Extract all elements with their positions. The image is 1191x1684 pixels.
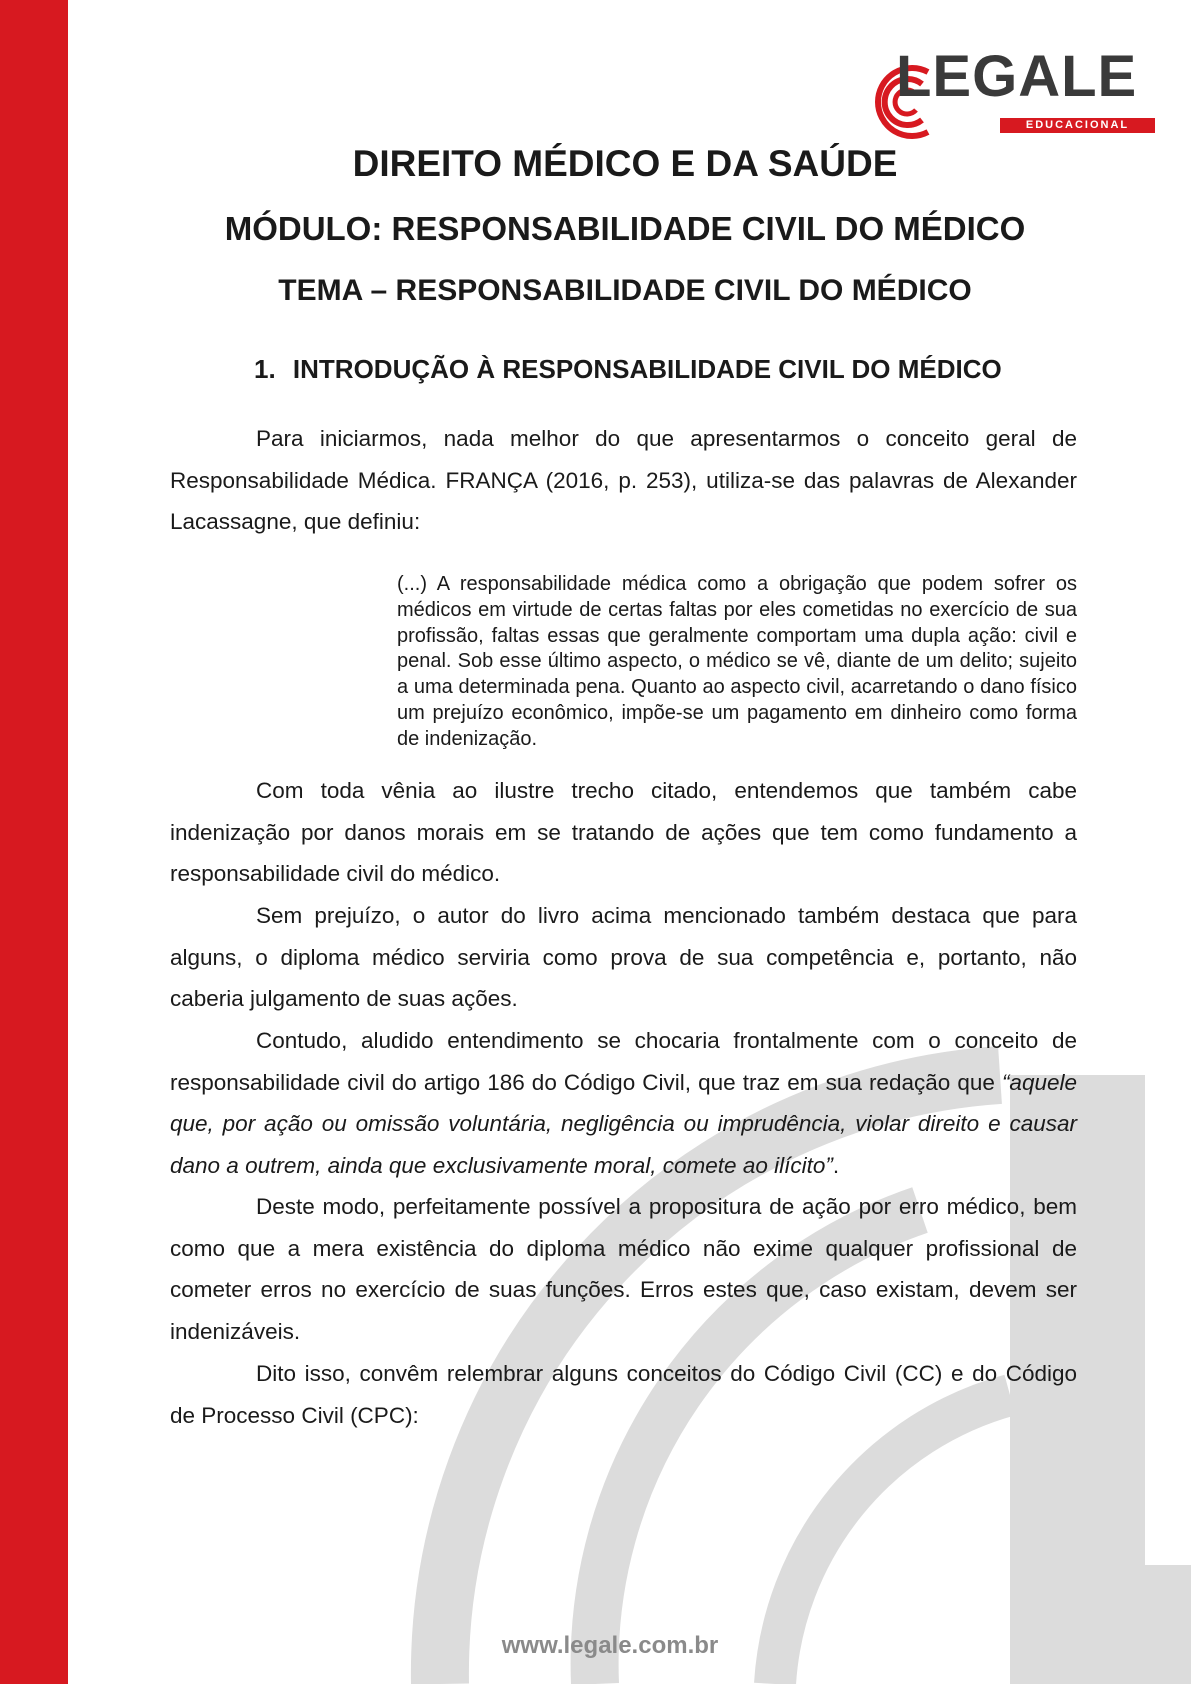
- block-quote: (...) A responsabilidade médica como a obrigação que podem sofrer os médicos em virtude de certas faltas por eles cometidas no exercício de sua profissão, faltas essas que geralmente comportam uma dupla ação: civil e penal. Sob esse último aspecto, o médico se vê, diante de um delito; sujeito a uma determinada pena. Quanto ao aspecto civil, acarretando o dano físico um prejuízo econômico, impõe-se um pagamento em dinheiro como forma de indenização.: [397, 573, 1077, 750]
- theme-title: TEMA – RESPONSABILIDADE CIVIL DO MÉDICO: [278, 274, 972, 307]
- section-heading-text: INTRODUÇÃO À RESPONSABILIDADE CIVIL DO MÉDICO: [292, 354, 1002, 384]
- module-title: MÓDULO: RESPONSABILIDADE CIVIL DO MÉDICO: [224, 210, 1026, 247]
- paragraph-4-end: .: [832, 1152, 840, 1178]
- paragraph-5: Deste modo, perfeitamente possível a propositura de ação por erro médico, bem como que a mera existência do diploma médico não exime qualquer profissional de cometer erros no exercício de suas funções. Erros estes que, caso existam, devem ser indenizáveis.: [170, 1194, 1077, 1344]
- legale-logo: [860, 44, 1160, 140]
- paragraph-4-text: Contudo, aludido entendimento se chocaria frontalmente com o conceito de responsabilidade civil do artigo 186 do Código Civil, que traz em sua redação que: [170, 1028, 1077, 1095]
- logo-subtitle: EDUCACIONAL: [1000, 118, 1155, 133]
- footer-website: www.legale.com.br: [501, 1632, 719, 1659]
- document-title: DIREITO MÉDICO E DA SAÚDE: [352, 143, 898, 184]
- section-heading: [254, 354, 1002, 385]
- paragraph-4: [170, 1020, 1077, 1186]
- civil-code-citation: “aquele que, por ação ou omissão voluntária, negligência ou imprudência, violar direito e causar dano a outrem, ainda que exclusivamente moral, comete ao ilícito”: [170, 1069, 1077, 1178]
- paragraph-3: Sem prejuízo, o autor do livro acima mencionado também destaca que para alguns, o diploma médico serviria como prova de sua competência e, portanto, não caberia julgamento de suas ações.: [170, 903, 1077, 1011]
- paragraph-2: Com toda vênia ao ilustre trecho citado, entendemos que também cabe indenização por danos morais em se tratando de ações que tem como fundamento a responsabilidade civil do médico.: [170, 778, 1077, 886]
- section-number: 1.: [254, 354, 276, 384]
- paragraph-6: Dito isso, convêm relembrar alguns conceitos do Código Civil (CC) e do Código de Processo Civil (CPC):: [170, 1361, 1077, 1428]
- paragraph-1: Para iniciarmos, nada melhor do que apresentarmos o conceito geral de Responsabilidade Médica. FRANÇA (2016, p. 253), utiliza-se das palavras de Alexander Lacassagne, que definiu:: [170, 426, 1077, 534]
- logo-wordmark: LEGALE: [896, 44, 1138, 109]
